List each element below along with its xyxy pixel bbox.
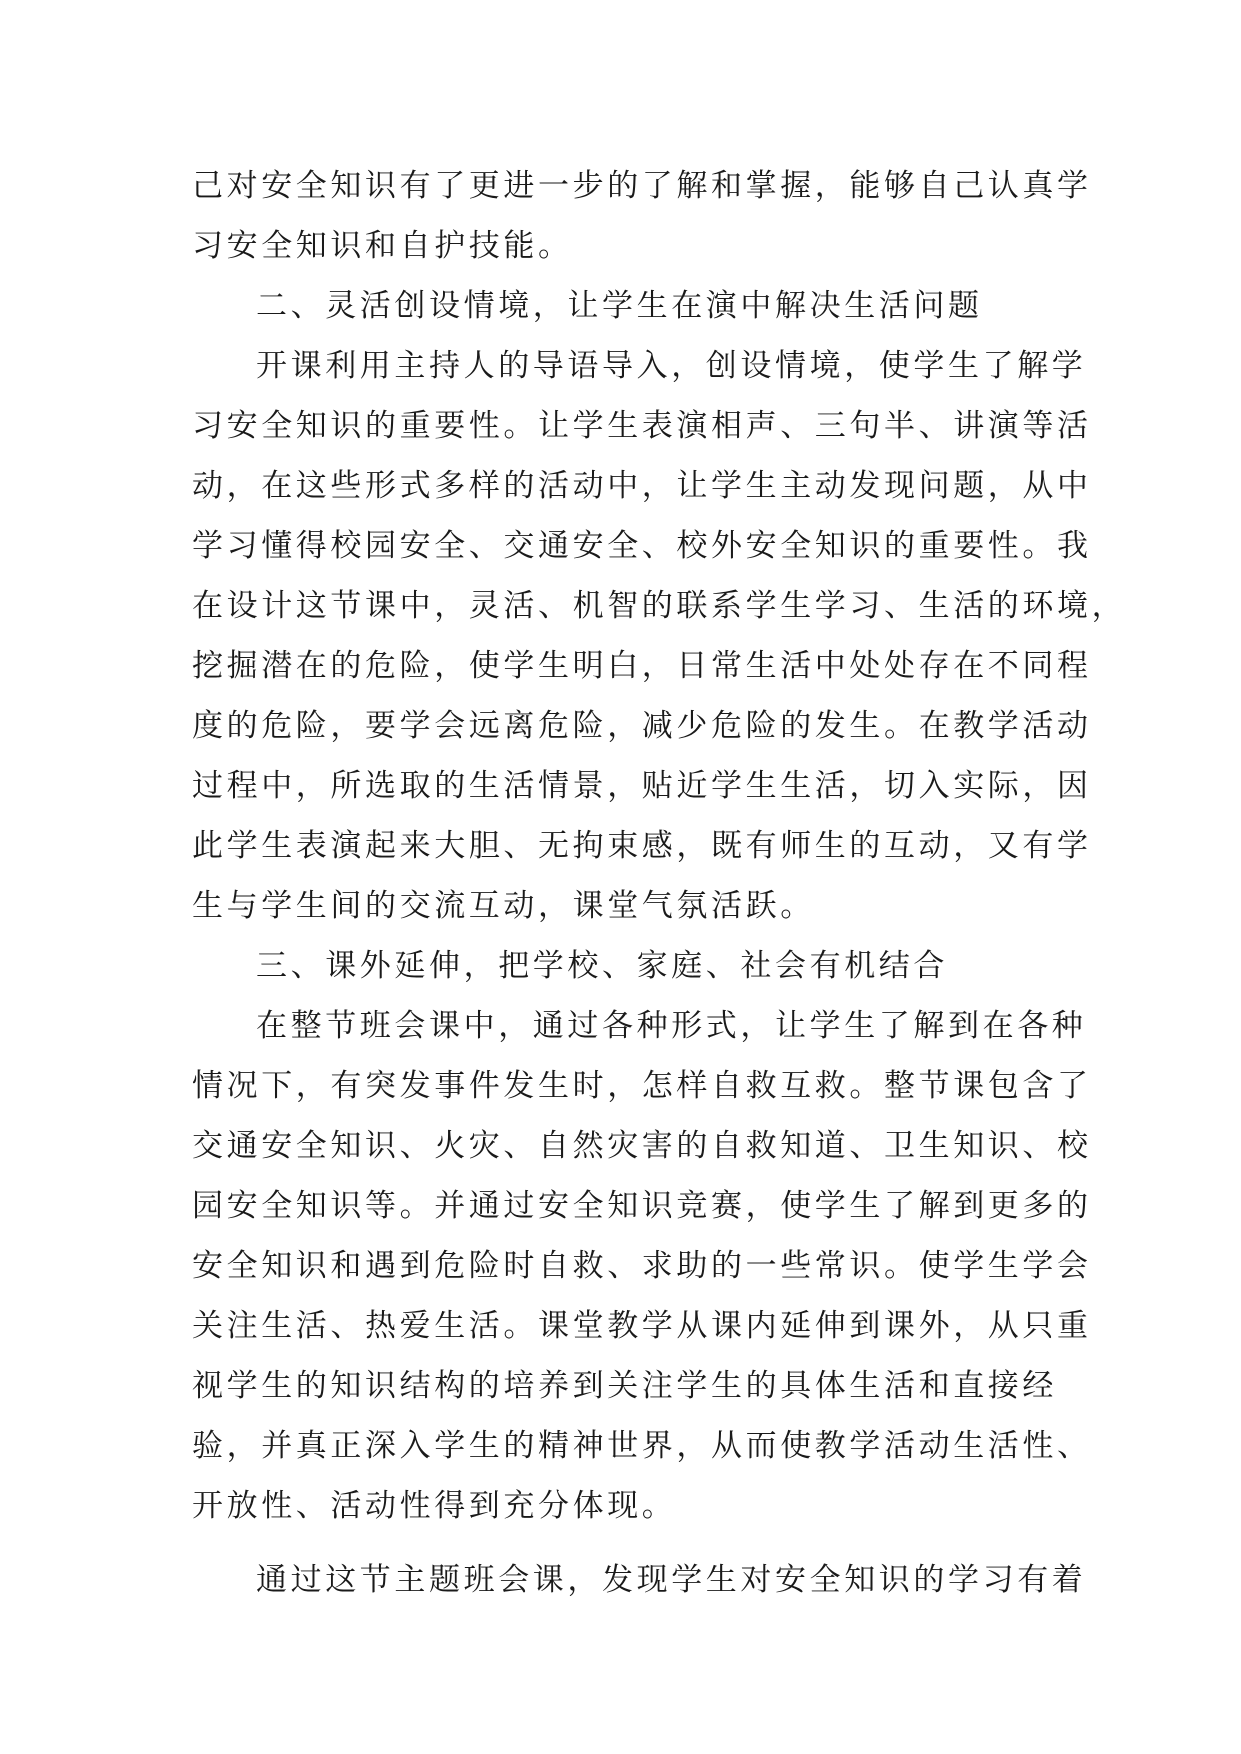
body-line: 园安全知识等。并通过安全知识竞赛，使学生了解到更多的 [192, 1188, 1092, 1224]
body-line: 关注生活、热爱生活。课堂教学从课内延伸到课外，从只重 [192, 1308, 1092, 1344]
body-line: 过程中，所选取的生活情景，贴近学生生活，切入实际，因 [192, 768, 1092, 804]
section-heading: 三、课外延伸，把学校、家庭、社会有机结合 [256, 948, 948, 984]
section-heading: 二、灵活创设情境，让学生在演中解决生活问题 [256, 288, 983, 324]
body-line: 交通安全知识、火灾、自然灾害的自救知道、卫生知识、校 [192, 1128, 1092, 1164]
body-line: 验，并真正深入学生的精神世界，从而使教学活动生活性、 [192, 1428, 1092, 1464]
body-line: 开放性、活动性得到充分体现。 [192, 1488, 677, 1524]
body-line: 生与学生间的交流互动，课堂气氛活跃。 [192, 888, 815, 924]
body-line: 开课利用主持人的导语导入，创设情境，使学生了解学 [256, 348, 1087, 384]
body-line: 通过这节主题班会课，发现学生对安全知识的学习有着 [256, 1562, 1087, 1598]
body-line: 此学生表演起来大胆、无拘束感，既有师生的互动，又有学 [192, 828, 1092, 864]
body-line: 己对安全知识有了更进一步的了解和掌握，能够自己认真学 [192, 168, 1092, 204]
body-line: 度的危险，要学会远离危险，减少危险的发生。在教学活动 [192, 708, 1092, 744]
body-line: 视学生的知识结构的培养到关注学生的具体生活和直接经 [192, 1368, 1057, 1404]
body-line: 习安全知识的重要性。让学生表演相声、三句半、讲演等活 [192, 408, 1092, 444]
body-line: 习安全知识和自护技能。 [192, 228, 573, 264]
body-line: 挖掘潜在的危险，使学生明白，日常生活中处处存在不同程 [192, 648, 1092, 684]
document-body [192, 156, 1127, 1610]
body-line: 动，在这些形式多样的活动中，让学生主动发现问题，从中 [192, 468, 1092, 504]
body-line: 安全知识和遇到危险时自救、求助的一些常识。使学生学会 [192, 1248, 1092, 1284]
body-line: 在设计这节课中，灵活、机智的联系学生学习、生活的环境， [192, 588, 1127, 624]
body-line: 学习懂得校园安全、交通安全、校外安全知识的重要性。我 [192, 528, 1092, 564]
body-line: 情况下，有突发事件发生时，怎样自救互救。整节课包含了 [192, 1068, 1092, 1104]
body-line: 在整节班会课中，通过各种形式，让学生了解到在各种 [256, 1008, 1087, 1044]
